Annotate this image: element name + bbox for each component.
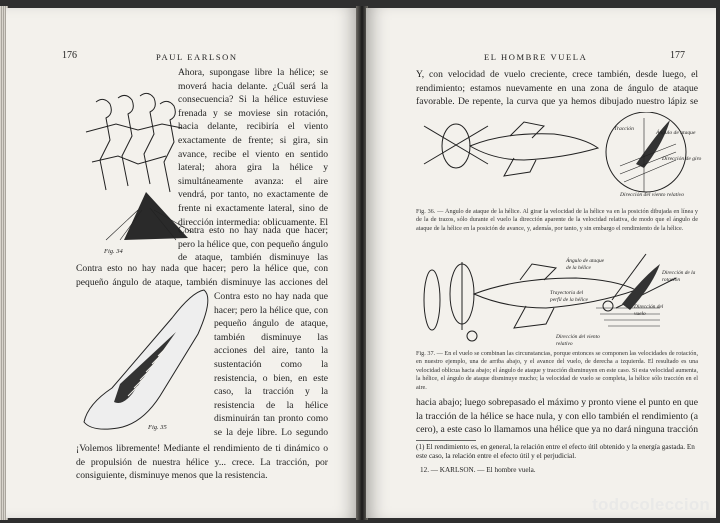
fig37-label-viento: Dirección del viento relativo: [556, 334, 600, 347]
right-text-bottom: hacia abajo; luego sobrepasado el máximo y pronto viene el punto en que la tracción de la hélice se hace nula, y con ello también el rendimiento (a cero), a este caso lo llamamos una hélice que ya no dará ninguna tracción: [416, 397, 698, 436]
fig36-label-giro: Dirección de giro: [662, 156, 702, 162]
left-text-mid-a: Contra esto no hay nada que hacer; pero la hélice que, con pequeño ángulo de ataque, también disminuye las: [178, 225, 328, 264]
left-text-bottom: ¡Volemos libremente! Mediante el rendimiento de ti dinámico o de propulsión de nuestra hélice y... crece. La tracción, por consiguiente, disminuye menos que la resistencia.: [76, 443, 328, 482]
fig36-label-traccion: Tracción: [614, 126, 634, 132]
fig37-label-trayectoria: Trayectoria del perfil de la hélice: [550, 290, 588, 303]
fig37-label-rotacion: Dirección de la rotación: [662, 270, 696, 283]
running-head-right: EL HOMBRE VUELA: [484, 52, 588, 62]
figure-34-label: Fig. 34: [104, 248, 123, 255]
left-text-top: Ahora, supongase libre la hélice; se moverá hacia delante. ¿Cuál será la consecuencia? Si la hélice estuviese frenada y se moviese sin rotación, hacia delante, recibiría el viento exactamente de frente; si gira, sin avance, recibe el viento en sentido lateral; ahora gira la hélice y simultáneamente avanza: el aire vendrá, por tanto, no exactamente de frente ni exactamente lateral, sino de dirección intermedia: oblicuamente. El: [178, 67, 328, 226]
figure-36-caption: Fig. 36. — Ángulo de ataque de la hélice. Al girar la velocidad de la hélice va en la posición dibujada en línea y de la de trazos, sólo durante el vuelo la dirección aparente de la velocidad relativa, de modo que el ángulo de ataque de la hélice en la posición de avance, y, además, por tanto, y sin embargo el rendimiento de la hélice.: [416, 208, 698, 232]
left-page: [6, 8, 358, 518]
left-text-mid-b: Contra esto no hay nada que hacer; pero la hélice que, con pequeño ángulo de ataque, también disminuye las acciones del: [76, 263, 328, 288]
printer-signature: 12. — KARLSON. — El hombre vuela.: [420, 466, 536, 474]
figure-37-caption: Fig. 37. — En el vuelo se combinan las circunstancias, porque entonces se componen las velocidades de rotación, en nuestro ejemplo, una de arriba abajo, y el avance del vuelo, de derecha a izquierda. El resultado es una velocidad oblicua hacia abajo; el ángulo de ataque y tracción disminuyen en este caso. Si esta velocidad aumenta, la hélice, el ángulo de ataque disminuye mucho; la velocidad de vuelo se completa, la hélice sólo tracción en el aire.: [416, 350, 698, 391]
left-text-mid-c: Contra esto no hay nada que hacer; pero la hélice que, con pequeño ángulo de ataque, también disminuye las acciones del aire, tanto la sustentación como la resistencia, o bien, en este caso, la tracción y la resistencia de la hélice disminuirán tan pronto como se la deje libre. Lo segundo: [214, 291, 328, 438]
watermark-logo: todocoleccion: [592, 495, 710, 514]
page-number-right: 177: [670, 50, 685, 61]
figure-35-propeller-blade: [72, 284, 222, 434]
right-page: [366, 8, 716, 518]
fig37-label-vuelo: Dirección del vuelo: [634, 304, 664, 317]
running-head-left: PAUL EARLSON: [156, 52, 238, 62]
footnote: (1) El rendimiento es, en general, la relación entre el efecto útil obtenido y la energía gastada. En este caso, la relación entre el efecto útil y el perjudicial.: [416, 443, 695, 461]
right-text-top: Y, con velocidad de vuelo creciente, crece también, desde luego, el rendimiento; estamos nuevamente en una zona de ángulo de ataque favorable. De repente, la curva que ya hemos dibujado nuestro lápiz se: [416, 69, 698, 108]
figure-34-marching-men: [76, 92, 194, 242]
page-number-left: 176: [62, 50, 77, 61]
fig36-label-viento: Dirección del viento relativo: [620, 192, 685, 198]
footnote-rule: [416, 440, 476, 441]
figure-35-label: Fig. 35: [148, 424, 167, 431]
fig37-label-angulo: Ángulo de ataque de la hélice: [566, 258, 605, 271]
fig36-label-angulo: Ángulo de ataque: [656, 130, 696, 136]
